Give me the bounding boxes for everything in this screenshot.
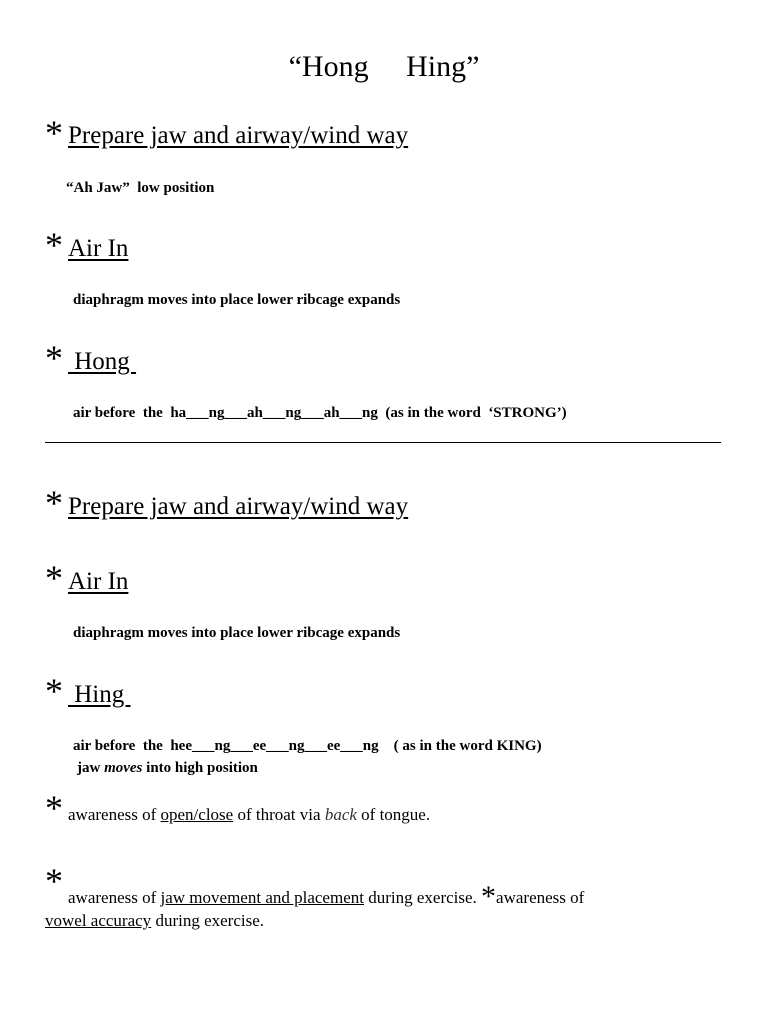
awareness-vowel-pre: awareness of — [496, 888, 585, 907]
heading-prepare-jaw: Prepare jaw and airway/wind way — [68, 493, 409, 520]
heading-prepare-jaw: Prepare jaw and airway/wind way — [68, 122, 409, 149]
asterisk-bullet: * — [45, 338, 63, 378]
awareness-vowel — [45, 911, 264, 931]
asterisk-bullet: * — [45, 671, 63, 711]
asterisk-bullet: * — [481, 880, 497, 913]
jaw-moves-pre: jaw — [77, 760, 105, 776]
jaw-moves-note — [77, 760, 258, 777]
asterisk-bullet: * — [45, 483, 63, 523]
ah-jaw-note: “Ah Jaw” low position — [66, 180, 215, 196]
jaw-movement-underlined: jaw movement and placement — [160, 888, 364, 907]
awareness-jaw — [68, 879, 585, 913]
awareness-throat-post: of tongue. — [356, 805, 431, 824]
heading-air-in: Air In — [68, 235, 129, 262]
heading-hong: Hong — [68, 348, 137, 375]
awareness-throat-pre: awareness of — [68, 805, 161, 824]
heading-hing: Hing — [68, 681, 131, 708]
open-close-underlined: open/close — [160, 805, 234, 824]
asterisk-bullet: * — [45, 225, 63, 265]
asterisk-bullet: * — [45, 788, 63, 828]
asterisk-bullet: * — [45, 113, 63, 153]
awareness-throat-mid: of throat via — [233, 805, 325, 824]
diaphragm-note: diaphragm moves into place lower ribcage expands — [73, 625, 401, 641]
asterisk-bullet: * — [45, 558, 63, 598]
vowel-accuracy-underlined: vowel accuracy — [45, 911, 152, 930]
diaphragm-note: diaphragm moves into place lower ribcage expands — [73, 292, 401, 308]
awareness-throat — [68, 805, 430, 825]
section-divider — [45, 442, 721, 443]
awareness-jaw-pre: awareness of — [68, 888, 161, 907]
jaw-moves-emphasis: moves — [104, 760, 143, 776]
hong-description: air before the ha___ng___ah___ng___ah___ng (as in the word ‘STRONG’) — [73, 405, 567, 421]
heading-air-in: Air In — [68, 568, 129, 595]
awareness-jaw-post: during exercise. — [363, 888, 482, 907]
jaw-moves-post: into high position — [142, 760, 258, 776]
asterisk-bullet: * — [45, 861, 63, 901]
hing-description: air before the hee___ng___ee___ng___ee___ng ( as in the word KING) — [73, 738, 542, 754]
back-emphasis: back — [324, 805, 357, 824]
page-title: “Hong Hing” — [288, 50, 480, 83]
awareness-vowel-post: during exercise. — [151, 911, 265, 930]
